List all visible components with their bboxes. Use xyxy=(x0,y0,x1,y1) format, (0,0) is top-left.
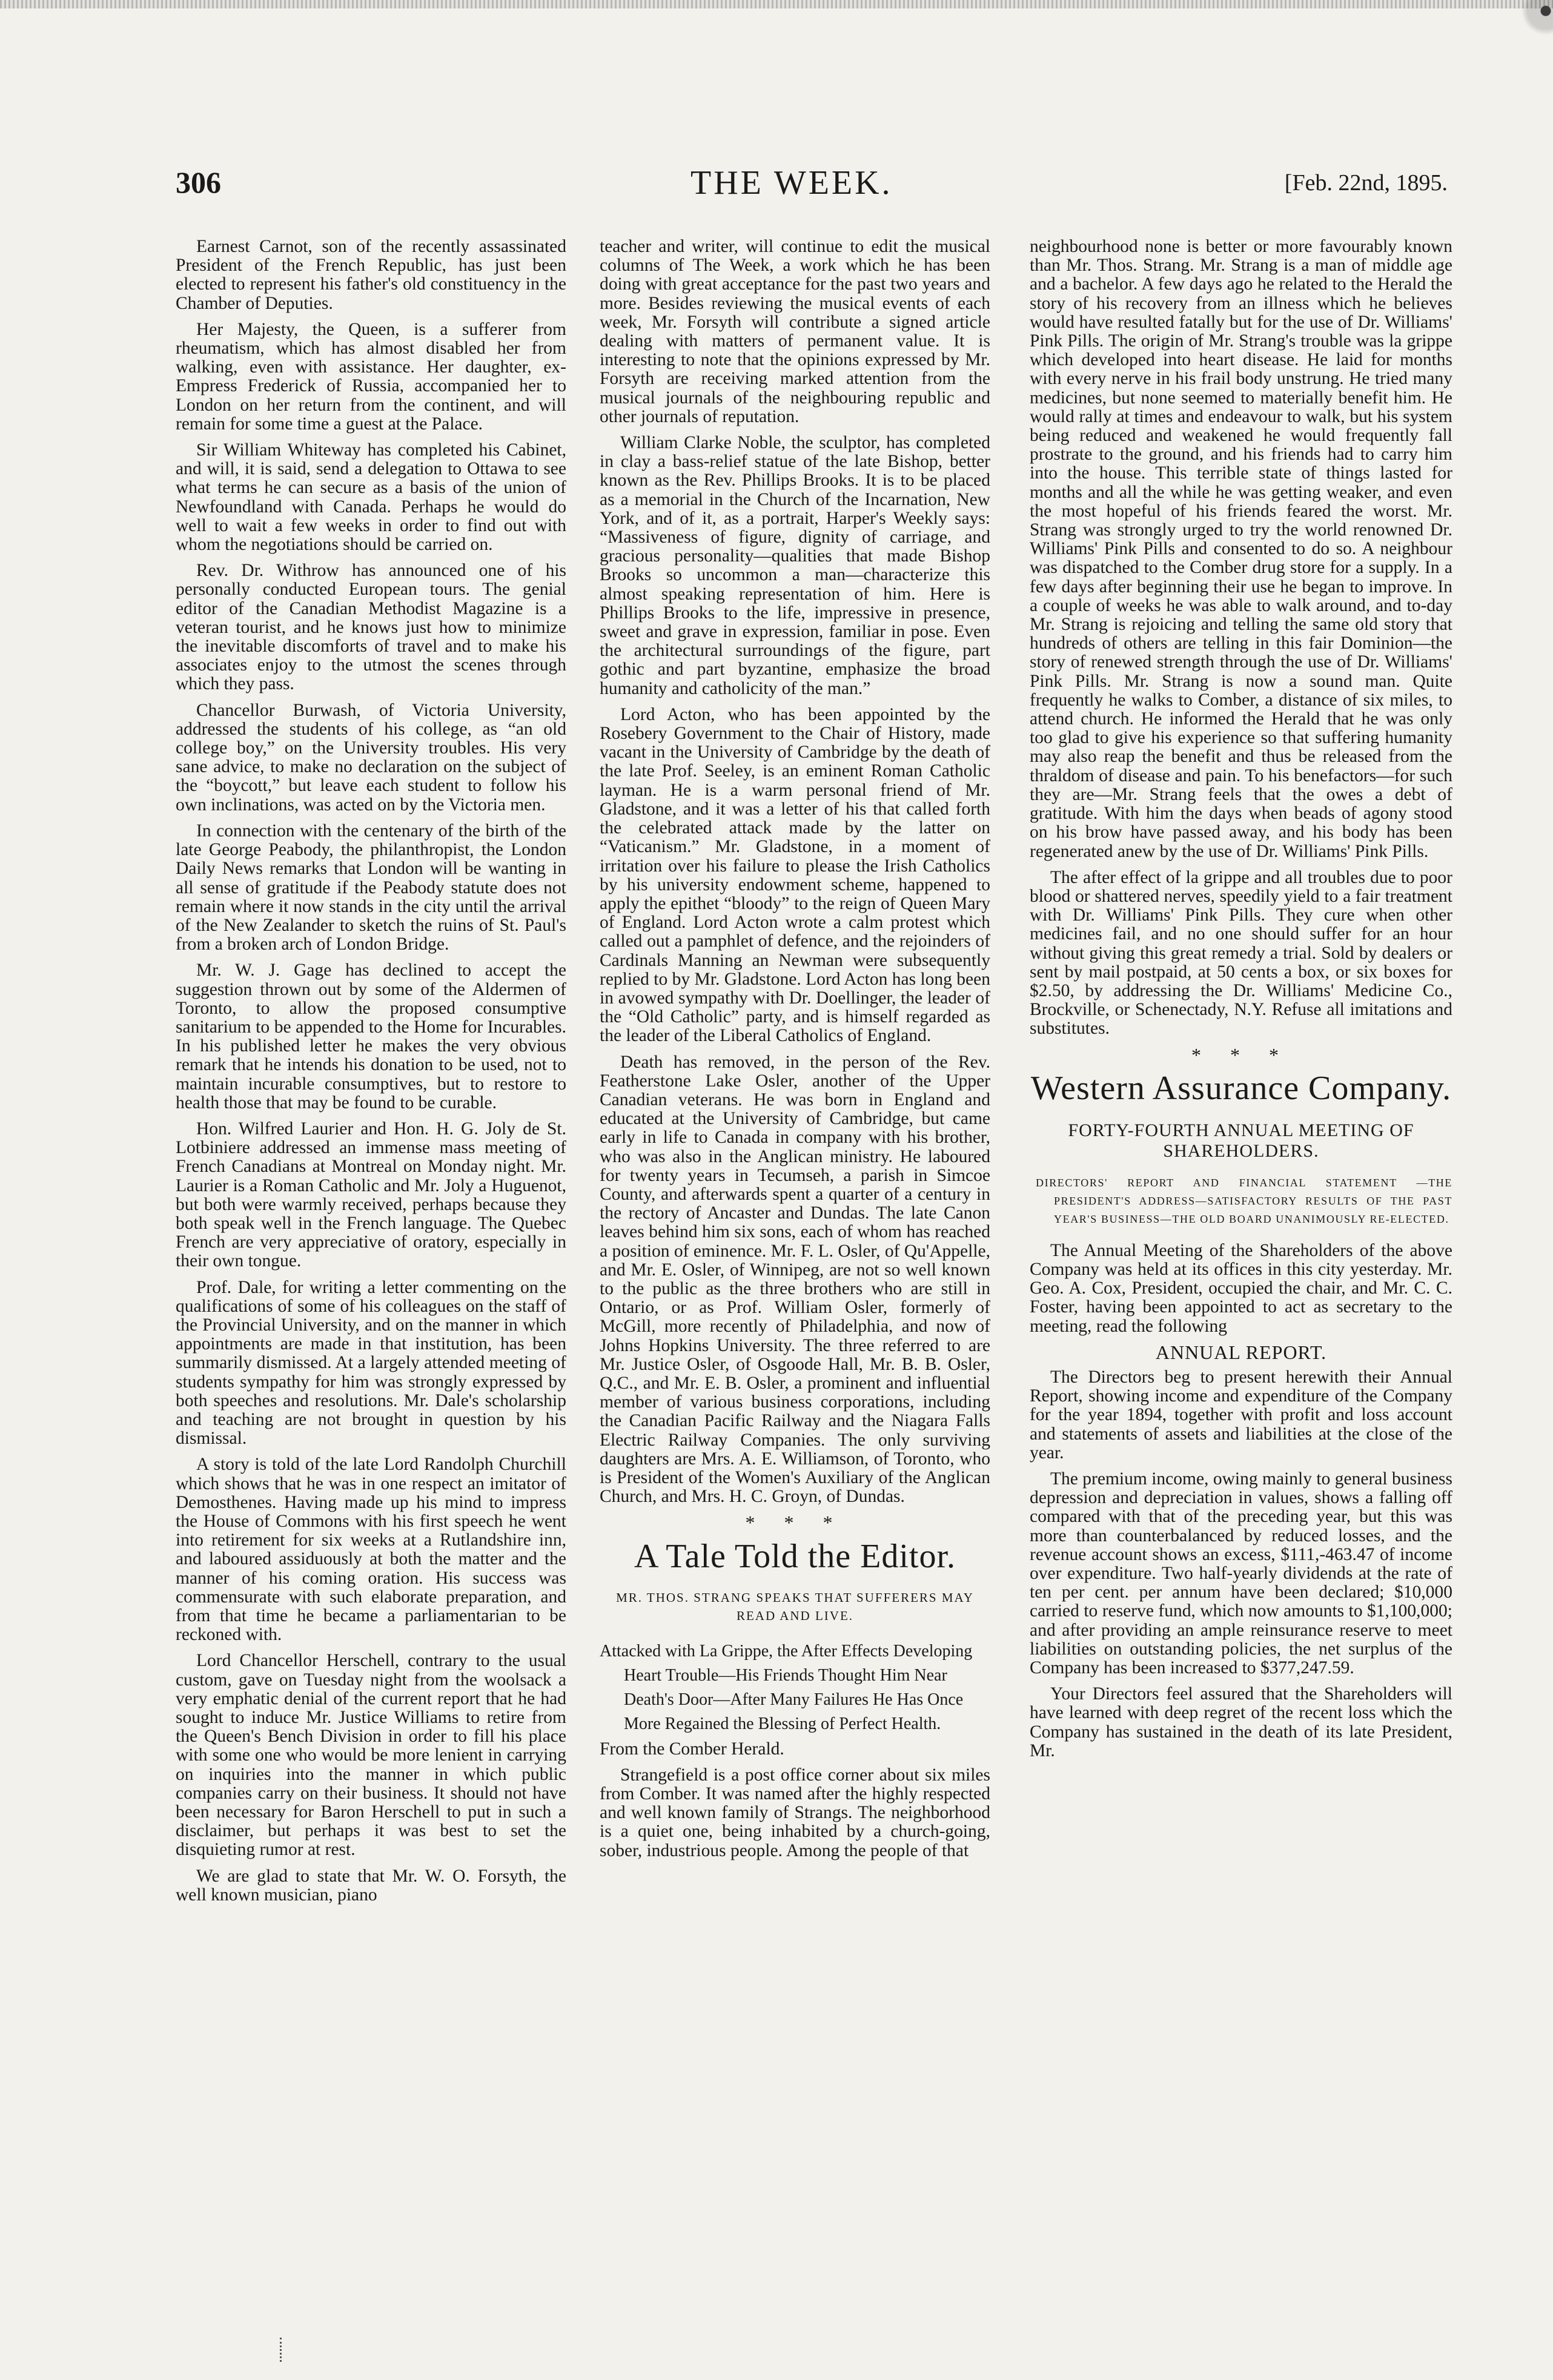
paragraph-forsyth-cont: teacher and writer, will continue to edit the musical columns of The Week, a work which he has been doing with great acceptance for the past two years and more. Besides reviewing the musical events of each week, Mr. Forsyth will contribute a signed article dealing with matters of permanent value. It is interesting to note that the opinions expressed by Mr. Forsyth are receiving marked attention from the musical journals of the neighbouring republic and other journals of reputation. xyxy=(600,237,990,426)
page-header xyxy=(176,165,1448,207)
paragraph-herschell: Lord Chancellor Herschell, contrary to the usual custom, gave on Tuesday night from the woolsack a very emphatic denial of the current report that he had sought to induce Mr. Justice Williams to retire from the Queen's Bench Division in order to fill his place with some one who would be more lenient in carrying on inquiries into the manner in which public companies carry on their business. It should not have been necessary for Baron Herschell to put in such a disclaimer, but perhaps it was best to set the disquieting rumor at rest. xyxy=(176,1651,566,1860)
paragraph-annual-meeting: The Annual Meeting of the Shareholders of the above Company was held at its offices in this city yesterday. Mr. Geo. A. Cox, President, occupied the chair, and Mr. C. C. Foster, having been appointed to act as secretary to the meeting, read the following xyxy=(1030,1240,1452,1336)
margin-mark xyxy=(280,2338,285,2362)
paragraph-osler: Death has removed, in the person of the Rev. Featherstone Lake Osler, another of the Upper Canadian veterans. He was born in England and educated at the University of Cambridge, but came early in life to Canada in company with his brother, who was also in the Anglican ministry. He laboured for twenty years in Tecumseh, a parish in Simcoe County, and afterwards spent a quarter of a century in the rectory of Ancaster and Dundas. The late Canon leaves behind him six sons, each of whom has reached a position of eminence. Mr. F. L. Osler, of Qu'Appelle, and Mr. E. Osler, of Winnipeg, are not so well known to the public as the three brothers who are still in Ontario, or as Prof. William Osler, formerly of McGill, more recently of Philadelphia, and now of Johns Hopkins University. The three referred to are Mr. Justice Osler, of Osgoode Hall, Mr. B. B. Osler, Q.C., and Mr. E. B. Osler, a prominent and influential member of various business corporations, including the Canadian Pacific Railway and the Niagara Falls Electric Railway Companies. The only surviving daughters are Mrs. A. E. Williamson, of Toronto, who is President of the Women's Auxiliary of the Anglican Church, and Mrs. H. C. Groyn, of Dundas. xyxy=(600,1052,990,1507)
paragraph-strangefield: Strangefield is a post office corner about six miles from Comber. It was named after the highly respected and well known family of Strangs. The neighborhood is a quiet one, being inhabited by a church-going, sober, industrious people. Among the people of that xyxy=(600,1765,990,1860)
article-subtitle-meeting: FORTY-FOURTH ANNUAL MEETING OF SHAREHOLDERS. xyxy=(1068,1120,1414,1161)
column-3 xyxy=(1030,237,1452,1768)
paragraph-pink-pills-ad: The after effect of la grippe and all troubles due to poor blood or shattered nerves, speedily yield to a fair treatment with Dr. Williams' Pink Pills. They cure when other medicines fail, and no one should suffer for an hour without giving this great remedy a trial. Sold by dealers or sent by mail postpaid, at 50 cents a box, or six boxes for $2.50, by addressing the Dr. Williams' Medicine Co., Brockville, or Schenectady, N.Y. Refuse all imitations and substitutes. xyxy=(1030,867,1452,1039)
article-subtitle-tale: MR. THOS. STRANG SPEAKS THAT SUFFERERS MAY READ AND LIVE. xyxy=(616,1590,974,1623)
paragraph-laurier: Hon. Wilfred Laurier and Hon. H. G. Joly de St. Lotbiniere addressed an immense mass meeting of French Canadians at Montreal on Monday night. Mr. Laurier is a Roman Catholic and Mr. Joly a Huguenot, but both were warmly received, perhaps because they both speak well in the French language. The Quebec French are very appreciative of oratory, especially in their own tongue. xyxy=(176,1119,566,1271)
paragraph-dale: Prof. Dale, for writing a letter commenting on the qualifications of some of his colleagues on the staff of the Provincial University, and on the manner in which appointments are made in that institution, has been summarily dismissed. At a largely attended meeting of students sympathy for him was strongly expressed by both speeches and resolutions. Mr. Dale's scholarship and teaching are not brought in question by his dismissal. xyxy=(176,1277,566,1449)
paragraph-noble: William Clarke Noble, the sculptor, has completed in clay a bass-relief statue of the late Bishop, better known as the Rev. Phillips Brooks. It is to be placed as a memorial in the Church of the Incarnation, New York, and of it, as a portrait, Harper's Weekly says: “Massiveness of figure, dignity of carriage, and gracious personality—qualities that made Bishop Brooks so uncommon a man—characterize this almost speaking representation of him. Here is Phillips Brooks to the life, impressive in presence, sweet and grave in expression, familiar in pose. Even the architectural surroundings of the figure, part gothic and part byzantine, emphasize the broad humanity and catholicity of the man.” xyxy=(600,433,990,698)
paragraph-churchill: A story is told of the late Lord Randolph Churchill which shows that he was in one respect an imitator of Demosthenes. Having made up his mind to impress the House of Commons with his first speech he went into retirement for six weeks at a Rutlandshire inn, and laboured assiduously at both the matter and the manner of his coming oration. His success was commensurate with such elaborate preparation, and from that time he became a parliamentarian to be reckoned with. xyxy=(176,1455,566,1645)
paragraph-premium-income: The premium income, owing mainly to general business depression and depreciation in values, shows a falling off compared with that of the preceding year, but this was more than counterbalanced by reduced losses, and the revenue account shows an excess, $111,-463.47 of income over expenditure. Two half-yearly dividends at the rate of ten per cent. per annum have been declared; $10,000 carried to reserve fund, which now amounts to $1,100,000; and after providing an ample reinsurance reserve to meet liabilities on outstanding policies, the net surplus of the Company has been increased to $377,247.59. xyxy=(1030,1469,1452,1678)
paragraph-peabody: In connection with the centenary of the birth of the late George Peabody, the philanthropist, the London Daily News remarks that London will be wanting in all sense of gratitude if the Peabody statute does not remain where it now stands in the city until the arrival of the New Zealander to sketch the ruins of St. Paul's from a broken arch of London Bridge. xyxy=(176,821,566,954)
article-deck-tale: Attacked with La Grippe, the After Effects Developing Heart Trouble—His Friends Thought Him Near Death's Door—After Many Failures He Has Once More Regained the Blessing of Perfect Health. xyxy=(600,1641,973,1733)
page-top-edge xyxy=(0,0,1553,8)
corner-ink-smudge xyxy=(1517,0,1553,55)
section-divider-stars: * * * xyxy=(1191,1043,1291,1066)
paragraph-carnot: Earnest Carnot, son of the recently assassinated President of the French Republic, has just been elected to represent his father's old constituency in the Chamber of Deputies. xyxy=(176,237,566,313)
paragraph-burwash: Chancellor Burwash, of Victoria University, addressed the students of his college, as “an old college boy,” on the University troubles. His very sane advice, to make no declaration on the subject of the “boycott,” but leave each student to follow his own inclinations, was acted on by the Victoria men. xyxy=(176,700,566,815)
article-title-tale: A Tale Told the Editor. xyxy=(634,1537,956,1575)
paragraph-directors-report: The Directors beg to present herewith their Annual Report, showing income and expenditure of the Company for the year 1894, together with profit and loss account and statements of assets and liabilities at the close of the year. xyxy=(1030,1367,1452,1463)
paragraph-gage: Mr. W. J. Gage has declined to accept the suggestion thrown out by some of the Aldermen of Toronto, to allow the proposed consumptive sanitarium to be appended to the Home for Incurables. In his published letter he makes the very obvious remark that he intends his donation to be used, not to maintain incurable consumptives, but to restore to health those that may be found to be curable. xyxy=(176,960,566,1112)
paragraph-acton: Lord Acton, who has been appointed by the Rosebery Government to the Chair of History, made vacant in the University of Cambridge by the death of the late Prof. Seeley, is an eminent Roman Catholic layman. He is a warm personal friend of Mr. Gladstone, and it was a letter of his that called forth the celebrated attack made by the latter on “Vaticanism.” Mr. Gladstone, in a moment of irritation over his failure to please the Irish Catholics by his university endowment scheme, happened to apply the epithet “bloody” to the reign of Queen Mary of England. Lord Acton wrote a calm protest which called out a pamphlet of defence, and the rejoinders of Cardinals Manning an Newman were subsequently replied to by Mr. Gladstone. Lord Acton has long been in avowed sympathy with Dr. Doellinger, the leader of the “Old Catholic” party, and is himself regarded as the leader of the Liberal Catholics of England. xyxy=(600,704,990,1046)
article-deck-meeting: DIRECTORS' REPORT AND FINANCIAL STATEMENT —THE PRESIDENT'S ADDRESS—SATISFACTORY RESULTS OF THE PAST YEAR'S BUSINESS—THE OLD BOARD UNANIMOUSLY RE-ELECTED. xyxy=(1036,1176,1452,1225)
paragraph-forsyth-start: We are glad to state that Mr. W. O. Forsyth, the well known musician, piano xyxy=(176,1866,566,1905)
section-divider-stars: * * * xyxy=(745,1512,845,1534)
article-title-western-assurance: Western Assurance Company. xyxy=(1030,1069,1452,1107)
paragraph-strang-story: neighbourhood none is better or more favourably known than Mr. Thos. Strang. Mr. Strang is a man of middle age and a bachelor. A few days ago he related to the Herald the story of his recovery from an illness which he believes would have resulted fatally but for the use of Dr. Williams' Pink Pills. The origin of Mr. Strang's trouble was la grippe which developed into heart disease. He laid for months with every nerve in his frail body unstrung. He tried many medicines, but none seemed to materially benefit him. He would rally at times and endeavour to walk, but his system being reduced and weakened he would frequently fall prostrate to the ground, and his friends had to carry him into the house. This terrible state of things lasted for months and all the while he was getting weaker, and even the most hopeful of his friends feared the worst. Mr. Strang was strongly urged to try the world renowned Dr. Williams' Pink Pills and consented to do so. A neighbour was dispatched to the Comber drug store for a supply. In a few days after beginning their use he began to improve. In a couple of weeks he was able to walk around, and to-day Mr. Strang is rejoicing and telling the same old story that hundreds of others are telling in this fair Dominion—the story of renewed strength through the use of Dr. Williams' Pink Pills. Mr. Strang is now a sound man. Quite frequently he walks to Comber, a distance of six miles, to attend church. He informed the Herald that he was only too glad to give his experience so that suffering humanity may also reap the benefit and thus be released from the thraldom of disease and pain. To his benefactors—for such they are—Mr. Strang feels that the owes a debt of gratitude. With him the days when beads of agony stood on his brow have passed away, and his body has been regenerated anew by the use of Dr. Williams' Pink Pills. xyxy=(1030,237,1452,861)
issue-date: [Feb. 22nd, 1895. xyxy=(1284,170,1448,196)
annual-report-heading: ANNUAL REPORT. xyxy=(1155,1341,1327,1363)
article-source: From the Comber Herald. xyxy=(600,1739,784,1759)
paragraph-late-president: Your Directors feel assured that the Shareholders will have learned with deep regret of the recent loss which the Company has sustained in the death of its late President, Mr. xyxy=(1030,1684,1452,1760)
masthead-title: THE WEEK. xyxy=(690,164,893,202)
column-2 xyxy=(600,237,990,1868)
paragraph-withrow: Rev. Dr. Withrow has announced one of his personally conducted European tours. The genial editor of the Canadian Methodist Magazine is a veteran tourist, and he knows just how to minimize the inevitable discomforts of travel and to make his associates enjoy to the utmost the scenes through which they pass. xyxy=(176,561,566,694)
paragraph-queen: Her Majesty, the Queen, is a sufferer from rheumatism, which has almost disabled her from walking, even with assistance. Her daughter, ex-Empress Frederick of Russia, accompanied her to London on her return from the continent, and will remain for some time a guest at the Palace. xyxy=(176,319,566,434)
column-1 xyxy=(176,237,566,1912)
paragraph-whiteway: Sir William Whiteway has completed his Cabinet, and will, it is said, send a delegation to Ottawa to see what terms he can secure as a basis of the union of Newfoundland with Canada. Perhaps he would do well to wait a few weeks in order to find out with whom the negotiations should be carried on. xyxy=(176,440,566,555)
page-number: 306 xyxy=(176,165,221,199)
